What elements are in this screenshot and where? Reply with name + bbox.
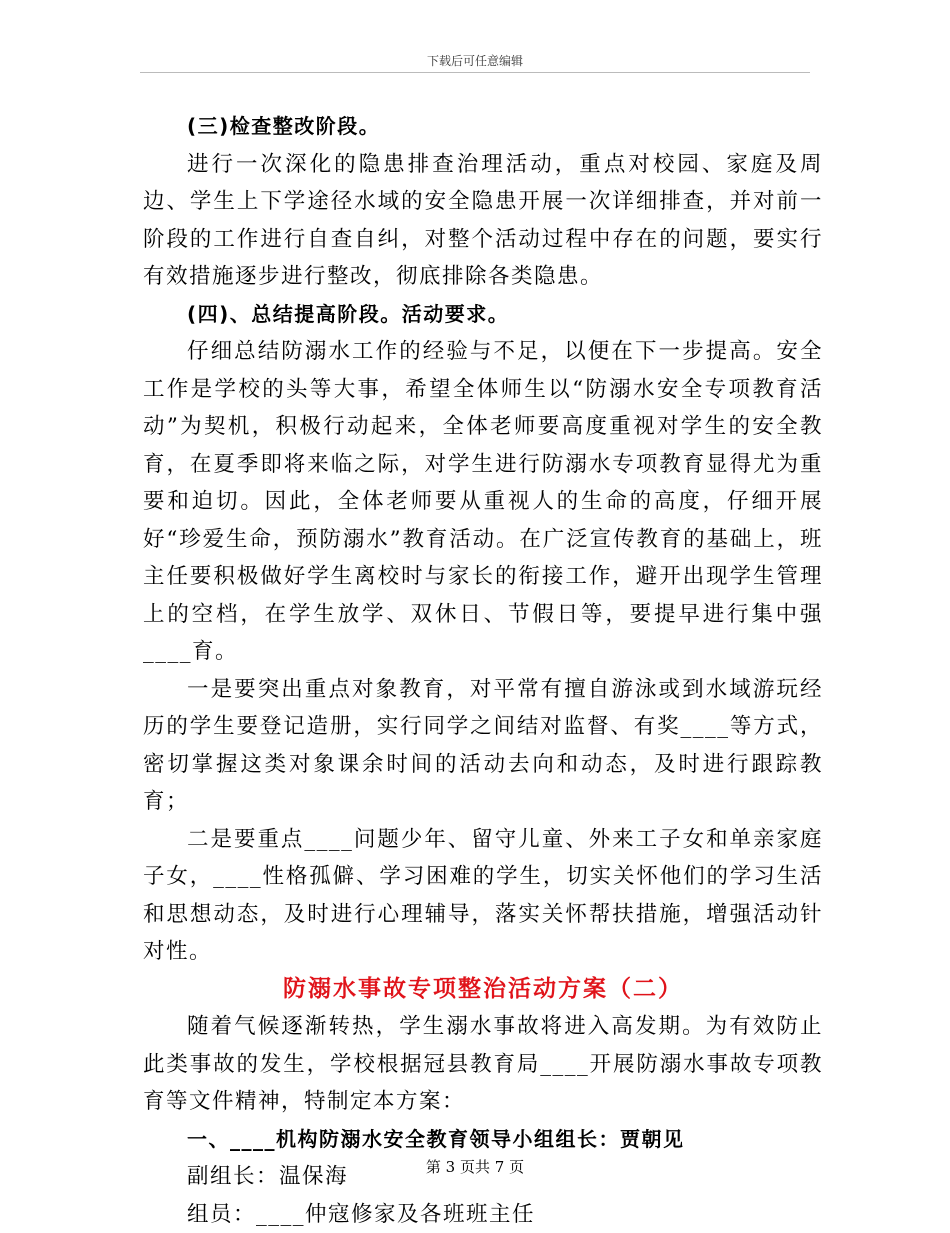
section-heading-4: (四)、总结提高阶段。活动要求。 xyxy=(143,296,823,334)
section-heading-1: 一、____机构防溺水安全教育领导小组组长：贾朝见 xyxy=(143,1121,823,1159)
header-rule xyxy=(140,72,810,73)
paragraph-1: 进行一次深化的隐患排查治理活动，重点对校园、家庭及周边、学生上下学途径水域的安全隐患开展一次详细排查，并对前一阶段的工作进行自查自纠，对整个活动过程中存在的问题，要实行有效措施逐步进行整改，彻底排除各类隐患。 xyxy=(143,146,823,296)
section-heading-3: (三)检查整改阶段。 xyxy=(143,108,823,146)
paragraph-2: 仔细总结防溺水工作的经验与不足，以便在下一步提高。安全工作是学校的头等大事，希望全体师生以“防溺水安全专项教育活动”为契机，积极行动起来，全体老师要高度重视对学生的安全教育，在夏季即将来临之际，对学生进行防溺水专项教育显得尤为重要和迫切。因此，全体老师要从重视人的生命的高度，仔细开展好“珍爱生命，预防溺水”教育活动。在广泛宣传教育的基础上，班主任要积极做好学生离校时与家长的衔接工作，避开出现学生管理上的空档，在学生放学、双休日、节假日等，要提早进行集中强____育。 xyxy=(143,333,823,671)
page-footer: 第 3 页共 7 页 xyxy=(0,1156,950,1177)
paragraph-6: 副组长：温保海 xyxy=(143,1158,823,1196)
document-body xyxy=(143,108,823,1233)
page-header: 下载后可任意编辑 xyxy=(0,52,950,69)
paragraph-7: 组员：____仲寇修家及各班班主任 xyxy=(143,1196,823,1233)
paragraph-4: 二是要重点____问题少年、留守儿童、外来工子女和单亲家庭子女，____性格孤僻、学习困难的学生，切实关怀他们的学习生活和思想动态，及时进行心理辅导，落实关怀帮扶措施，增强活动针对性。 xyxy=(143,821,823,971)
paragraph-5: 随着气候逐渐转热，学生溺水事故将进入高发期。为有效防止此类事故的发生，学校根据冠县教育局____开展防溺水事故专项教育等文件精神，特制定本方案： xyxy=(143,1008,823,1121)
document-title: 防溺水事故专项整治活动方案（二） xyxy=(143,971,823,1009)
paragraph-3: 一是要突出重点对象教育，对平常有擅自游泳或到水域游玩经历的学生要登记造册，实行同学之间结对监督、有奖____等方式，密切掌握这类对象课余时间的活动去向和动态，及时进行跟踪教育； xyxy=(143,671,823,821)
